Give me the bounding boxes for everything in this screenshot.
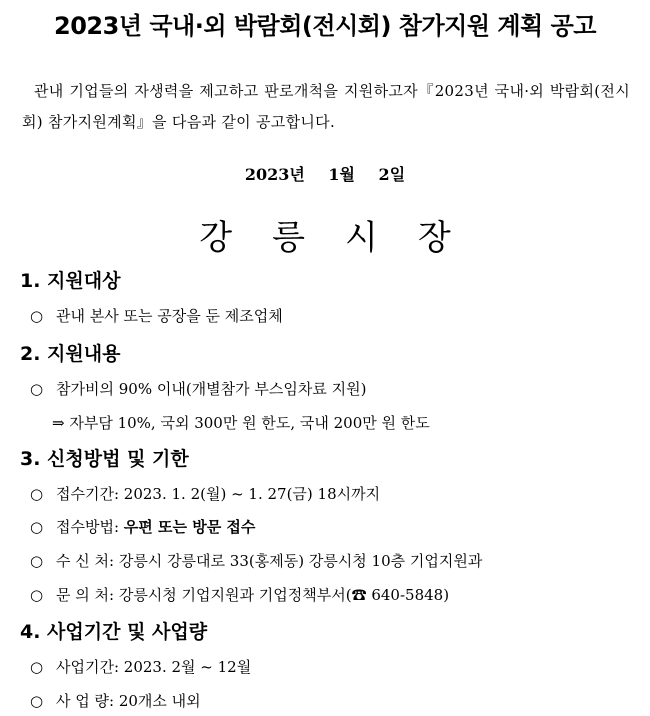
page-title: 2023년 국내·외 박람회(전시회) 참가지원 계획 공고 bbox=[54, 12, 596, 40]
circle-bullet-icon: ○ bbox=[30, 485, 44, 503]
item-text: 사 업 량: 20개소 내외 bbox=[56, 692, 201, 710]
list-item bbox=[30, 584, 449, 605]
section-heading-application: 3. 신청방법 및 기한 bbox=[20, 448, 189, 470]
item-text: 문 의 처: 강릉시청 기업지원과 기업정책부서(☎ 640-5848) bbox=[56, 586, 450, 604]
list-item bbox=[30, 305, 283, 326]
list-item bbox=[30, 690, 201, 711]
item-text: 관내 본사 또는 공장을 둔 제조업체 bbox=[56, 307, 283, 325]
section-heading-target: 1. 지원대상 bbox=[20, 270, 121, 292]
section-heading-period: 4. 사업기간 및 사업량 bbox=[20, 621, 208, 643]
list-item bbox=[30, 656, 251, 677]
item-emphasis: 우편 또는 방문 접수 bbox=[123, 518, 256, 536]
circle-bullet-icon: ○ bbox=[30, 586, 44, 604]
intro-paragraph: 관내 기업들의 자생력을 제고하고 판로개척을 지원하고자『2023년 국내·외 박람회(전시회) 참가지원계획』을 다음과 같이 공고합니다. bbox=[22, 82, 630, 131]
list-item bbox=[30, 516, 255, 537]
item-text: 수 신 처: 강릉시 강릉대로 33(홍제동) 강릉시청 10층 기업지원과 bbox=[56, 552, 483, 570]
sub-item: ⇒ 자부담 10%, 국외 300만 원 한도, 국내 200만 원 한도 bbox=[52, 414, 430, 432]
item-label: 접수방법: bbox=[56, 518, 124, 536]
item-text: 사업기간: 2023. 2월 ~ 12월 bbox=[56, 658, 252, 676]
circle-bullet-icon: ○ bbox=[30, 658, 44, 676]
notice-date: 2023년 1월 2일 bbox=[244, 165, 406, 184]
circle-bullet-icon: ○ bbox=[30, 552, 44, 570]
list-item bbox=[30, 378, 366, 399]
circle-bullet-icon: ○ bbox=[30, 380, 44, 398]
item-text: 참가비의 90% 이내(개별참가 부스임차료 지원) bbox=[56, 380, 367, 398]
item-text: 접수기간: 2023. 1. 2(월) ~ 1. 27(금) 18시까지 bbox=[56, 485, 381, 503]
circle-bullet-icon: ○ bbox=[30, 307, 44, 325]
list-item bbox=[30, 483, 380, 504]
issuer: 강릉시장 bbox=[199, 218, 491, 258]
section-heading-content: 2. 지원내용 bbox=[20, 343, 121, 365]
circle-bullet-icon: ○ bbox=[30, 692, 44, 710]
list-item bbox=[30, 550, 482, 571]
circle-bullet-icon: ○ bbox=[30, 518, 44, 536]
